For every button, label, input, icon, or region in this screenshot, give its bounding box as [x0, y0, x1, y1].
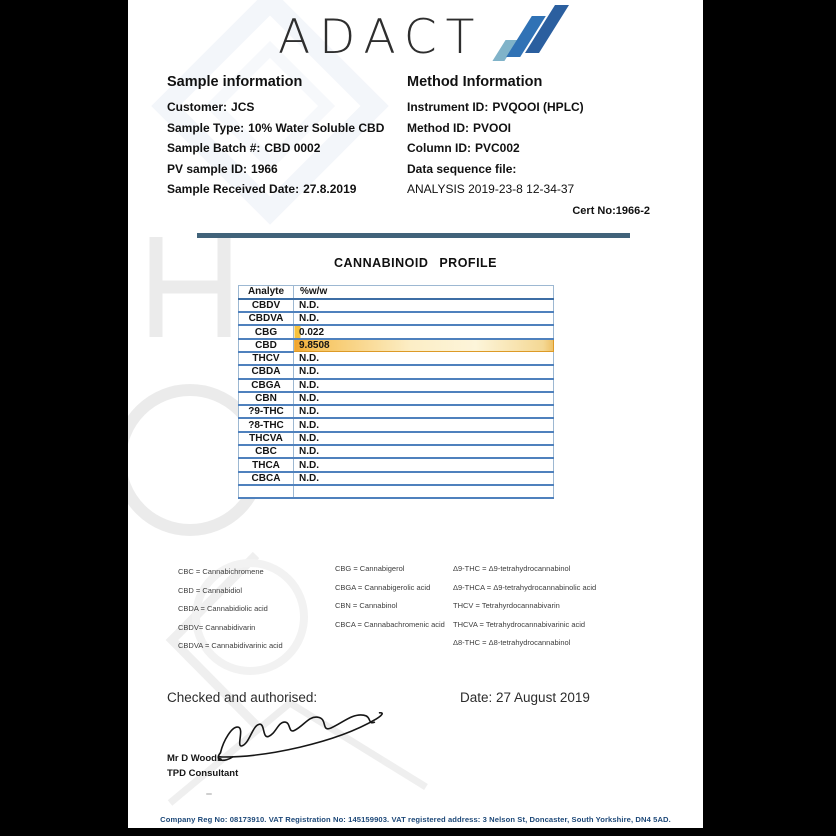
legend-item: Δ9-THCA = Δ9-tetrahydrocannabinolic acid — [453, 582, 597, 592]
method-row-column-id: Column ID: PVC002 — [407, 141, 520, 155]
legend-column-2 — [335, 565, 445, 639]
table-row: CBDV N.D. — [239, 299, 554, 312]
legend-item: CBD = Cannabidiol — [178, 585, 242, 595]
table-row: THCA N.D. — [239, 458, 554, 471]
certificate-page — [128, 0, 703, 828]
company-footer: Company Reg No: 08173910. VAT Registration No: 145159903. VAT registered address: 3 Nelson St, Doncaster, South Yorkshire, DN4 5AD. — [160, 815, 671, 824]
table-row: CBCA N.D. — [239, 472, 554, 485]
table-row-highlighted: CBD 9.8508 — [239, 339, 554, 352]
sample-row-received: Sample Received Date: 27.8.2019 — [167, 182, 357, 196]
analysis-sequence-line: ANALYSIS 2019-23-8 12-34-37 — [407, 182, 575, 196]
table-row: CBG 0.022 — [239, 325, 554, 338]
legend-item: THCV = Tetrahyrdocannabivarin — [453, 601, 560, 610]
adact-logo — [278, 10, 563, 64]
adact-logo-text: ADACT — [278, 10, 484, 65]
sample-information-title: Sample information — [167, 74, 303, 90]
adact-logo-mark-icon — [495, 10, 563, 64]
method-row-method-id: Method ID: PVOOI — [407, 120, 512, 135]
sample-row-type: Sample Type: 10% Water Soluble CBD — [167, 120, 385, 135]
method-information-title: Method Information — [407, 74, 543, 90]
cannabinoid-profile-title: CANNABINOID PROFILE — [333, 256, 498, 270]
table-row: THCVA N.D. — [239, 432, 554, 445]
table-row-empty — [239, 485, 554, 498]
sample-row-pv-id: PV sample ID: 1966 — [167, 161, 278, 176]
signatory-name: Mr D Woods — [167, 753, 223, 764]
method-row-instrument: Instrument ID: PVQOOI (HPLC) — [407, 100, 584, 114]
legend-item: CBDA = Cannabidiolic acid — [178, 604, 268, 613]
cannabinoid-profile-table — [238, 285, 554, 499]
legend-item: CBGA = Cannabigerolic acid — [335, 582, 431, 592]
legend-column-3 — [453, 565, 596, 658]
column-header-analyte: Analyte — [239, 286, 294, 299]
signature-icon — [211, 697, 430, 768]
table-row: CBC N.D. — [239, 445, 554, 458]
table-row: CBN N.D. — [239, 392, 554, 405]
sample-information-section — [167, 74, 427, 200]
cbd-result-highlight: 9.8508 — [294, 339, 554, 352]
table-row: CBDVA N.D. — [239, 312, 554, 325]
table-row: ?8-THC N.D. — [239, 418, 554, 431]
column-header-value: %w/w — [294, 286, 554, 299]
legend-item: CBN = Cannabinol — [335, 601, 398, 610]
table-row: CBGA N.D. — [239, 379, 554, 392]
table-row: CBDA N.D. — [239, 365, 554, 378]
legend-item: Δ9-THC = Δ9-tetrahydrocannabinol — [453, 564, 571, 573]
table-row: THCV N.D. — [239, 352, 554, 365]
legend-item: Δ8-THC = Δ8-tetrahydrocannabinol — [453, 638, 571, 647]
table-header-row — [239, 286, 554, 299]
method-information-section — [407, 74, 667, 200]
sample-row-customer: Customer: JCS — [167, 100, 255, 114]
cert-number: Cert No:1966-2 — [572, 205, 650, 217]
legend-item: CBC = Cannabichromene — [178, 567, 264, 576]
scan-smudge — [206, 793, 212, 795]
legend-item: THCVA = Tetrahydrocannabivarinic acid — [453, 619, 586, 629]
table-row: ?9-THC N.D. — [239, 405, 554, 418]
legend-item: CBG = Cannabigerol — [335, 564, 405, 573]
legend-column-1 — [178, 568, 283, 661]
legend-item: CBDV= Cannabidivarin — [178, 622, 256, 632]
legend-item: CBDVA = Cannabidivarinic acid — [178, 641, 283, 650]
legend-item: CBCA = Cannabachromenic acid — [335, 619, 445, 629]
method-row-sequence-file: Data sequence file: — [407, 161, 517, 176]
signatory-role: TPD Consultant — [167, 768, 239, 779]
header-divider — [197, 233, 630, 238]
checked-authorised-label: Checked and authorised: — [167, 690, 318, 705]
sample-row-batch: Sample Batch #: CBD 0002 — [167, 141, 321, 155]
date-label: Date: 27 August 2019 — [460, 690, 590, 705]
